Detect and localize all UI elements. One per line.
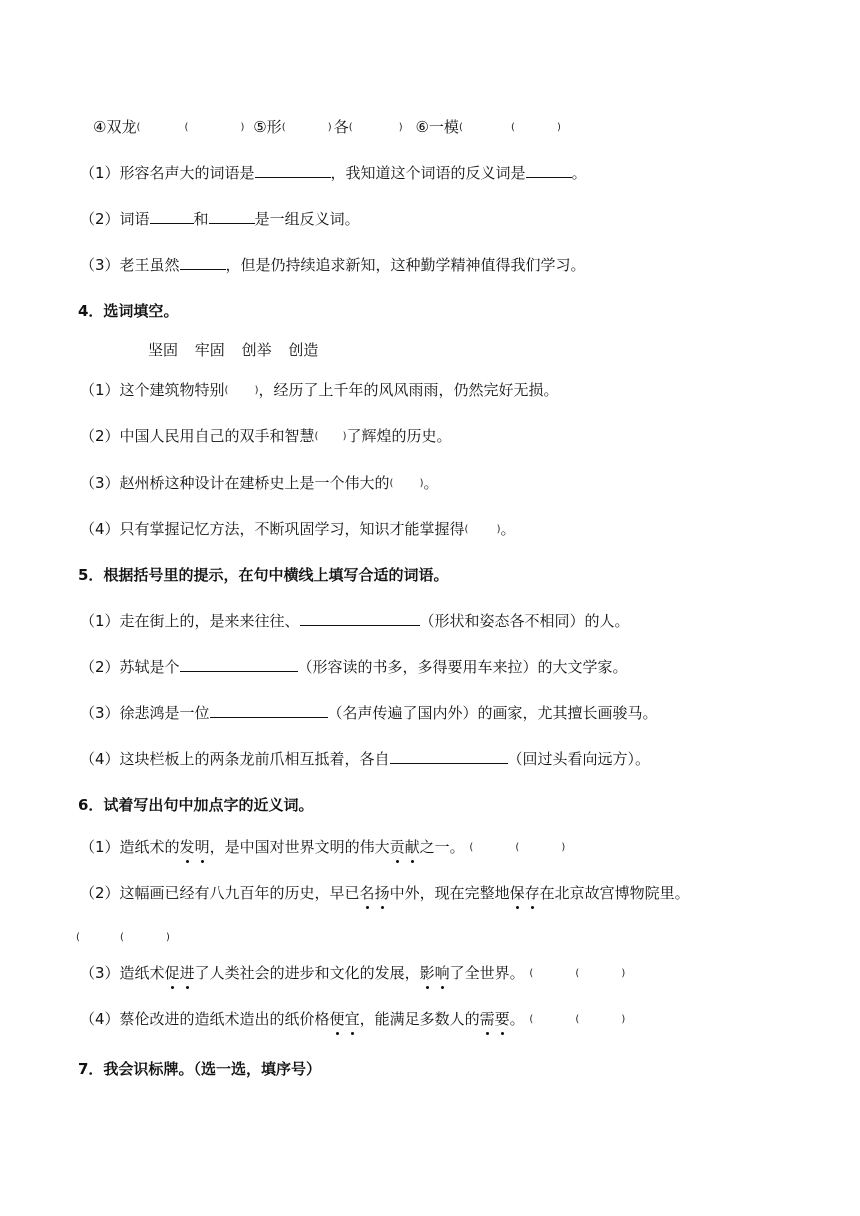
paren-blank[interactable]: ( [529,1013,534,1025]
sentence-text: （3）造纸术 [80,964,165,982]
q4-item-4 [80,518,516,541]
word-option: 创造 [288,341,319,359]
sentence-text: （名声传遍了国内外）的画家，尤其擅长画骏马。 [327,704,658,722]
dotted-char: 宜 [344,1010,360,1028]
q5-item-4 [80,748,650,770]
sentence-text: （2）中国人民用自己的双手和智慧 [80,427,315,445]
paren-blank[interactable]: ( [76,931,80,943]
sentence-text: （4）蔡伦改进的造纸术造出的纸价格 [80,1010,330,1028]
answer-blank[interactable] [390,749,508,764]
q6-title: 6．试着写出句中加点字的近义词。 [78,796,314,814]
q6-item-2 [80,882,690,904]
sentence-text: 中外，现在完整地 [389,884,510,902]
dotted-char: 便 [329,1010,345,1028]
paren-blank[interactable]: ( [515,841,520,853]
word-option: 坚固 [148,341,179,359]
sentence-text: 。 [509,1010,525,1028]
dotted-char: 要 [494,1010,510,1028]
answer-blank[interactable] [150,209,194,224]
paren-blank[interactable]: ( [136,121,141,133]
sentence-text: 。 [571,164,587,182]
sentence-text: 了辉煌的历史。 [346,427,452,445]
paren-blank[interactable]: ( [120,931,124,943]
sentence-text: （3）赵州桥这种设计在建桥史上是一个伟大的 [80,474,390,492]
dotted-char: 促 [164,964,180,982]
sentence-text: 之一。 [419,838,465,856]
sentence-text: （回过头看向远方）。 [507,750,651,768]
q6-item-2-answer [76,926,170,949]
sentence-text: （1）这个建筑物特别 [80,381,225,399]
paren-blank[interactable]: ( ) [464,523,501,535]
paren-blank[interactable]: ( [184,121,189,133]
sentence-text: ，是中国对世界文明的伟大 [209,838,390,856]
paren-close: ) [556,121,561,133]
sentence-text: ，经历了上千年的风风雨雨，仍然完好无损。 [258,381,559,399]
item-5-label: ⑤形 [253,118,282,136]
paren-blank[interactable]: ( [575,1013,580,1025]
dotted-char: 存 [524,884,540,902]
sentence-text: （2）这幅画已经有八九百年的历史，早已 [80,884,360,902]
paren-blank[interactable]: ( [348,121,353,133]
paren-blank[interactable]: ( [458,121,463,133]
q6-item-3 [80,962,625,985]
paren-close: ) [621,967,626,979]
dotted-char: 名 [359,884,375,902]
sentence-text: （4）这块栏板上的两条龙前爪相互抵着，各自 [80,750,390,768]
sentence-text: （形容读的书多，多得要用车来拉）的大文学家。 [297,658,628,676]
paren-blank[interactable]: ( ) [389,477,424,489]
dotted-char: 献 [404,838,420,856]
q3-item-3 [80,254,586,276]
paren-blank[interactable]: ( [529,967,534,979]
sentence-text: （2）词语 [80,210,150,228]
q4-item-2 [80,425,452,448]
q3-item-1 [80,162,587,184]
sentence-text: 是一组反义词。 [254,210,360,228]
sentence-text: ，但是仍持续追求新知，这种勤学精神值得我们学习。 [225,256,586,274]
paren-blank[interactable]: ( ) [224,384,259,396]
paren-blank[interactable]: ( [281,121,286,133]
sentence-text: （1）造纸术的 [80,838,180,856]
answer-blank[interactable] [180,657,298,672]
sentence-text: 了人类社会的进步和文化的发展， [194,964,420,982]
dotted-char: 需 [479,1010,495,1028]
dotted-char: 影 [419,964,435,982]
answer-blank[interactable] [180,255,226,270]
sentence-text: （1）形容名声大的词语是 [80,164,255,182]
paren-blank[interactable]: ( ) [314,430,347,442]
paren-close: ) [240,121,245,133]
q4-title: 4．选词填空。 [78,302,179,320]
answer-blank[interactable] [526,163,572,178]
sentence-text: 了全世界。 [449,964,525,982]
q5-title: 5．根据括号里的提示，在句中横线上填写合适的词语。 [78,566,449,584]
sentence-text: ，能满足多数人的 [359,1010,480,1028]
item-4-label: ④双龙 [93,118,137,136]
word-bank [148,339,318,361]
sentence-text: ，我知道这个词语的反义词是 [330,164,526,182]
dotted-char: 保 [509,884,525,902]
dotted-char: 扬 [374,884,390,902]
paren-close: ) [561,841,566,853]
q7-title: 7．我会识标牌。（选一选，填序号） [78,1060,321,1078]
dotted-char: 明 [194,838,210,856]
answer-blank[interactable] [210,703,328,718]
sentence-text: （3）老王虽然 [80,256,180,274]
sentence-text: 。 [500,520,516,538]
word-completion-row [93,116,561,139]
q4-item-3 [80,472,439,495]
sentence-text: （形状和姿态各不相同）的人。 [419,612,630,630]
q5-item-3 [80,702,658,724]
word-option: 牢固 [194,341,225,359]
answer-blank[interactable] [300,611,420,626]
word-option: 创举 [241,341,272,359]
q3-item-2 [80,208,360,230]
paren-blank[interactable]: ( [510,121,515,133]
sentence-text: 。 [423,474,439,492]
dotted-char: 贡 [389,838,405,856]
sentence-text: （2）苏轼是个 [80,658,180,676]
item-6-label: ⑥一模 [415,118,459,136]
q5-item-1 [80,610,630,632]
dotted-char: 响 [434,964,450,982]
answer-blank[interactable] [255,163,331,178]
paren-blank[interactable]: ( [469,841,474,853]
sentence-text: （3）徐悲鸿是一位 [80,704,210,722]
sentence-text: 和 [193,210,209,228]
sentence-text: 在北京故宫博物院里。 [539,884,690,902]
paren-blank[interactable]: ( [575,967,580,979]
q4-item-1 [80,379,559,402]
q6-item-4 [80,1008,625,1031]
item-5-label-2: 各 [333,118,349,136]
q6-item-1 [80,836,565,859]
paren-close: ) [166,931,170,943]
sentence-text: （1）走在街上的，是来来往往、 [80,612,300,630]
sentence-text: （4）只有掌握记忆方法，不断巩固学习，知识才能掌握得 [80,520,465,538]
dotted-char: 进 [179,964,195,982]
answer-blank[interactable] [209,209,255,224]
paren-close: ) [327,121,332,133]
paren-close: ) [398,121,403,133]
dotted-char: 发 [179,838,195,856]
q5-item-2 [80,656,628,678]
paren-close: ) [621,1013,626,1025]
